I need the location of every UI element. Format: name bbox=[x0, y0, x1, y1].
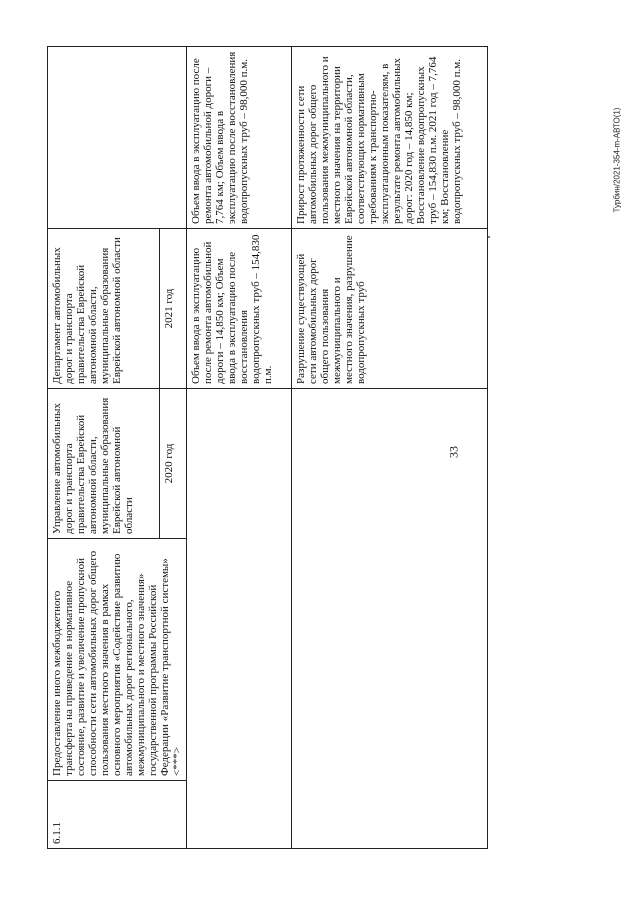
executor-cell-1: Управление автомобильных дорог и транспорта правительства Еврейской автономной области, муниципальные образования Еврейской автономной области bbox=[48, 389, 160, 539]
year-cell-1: 2020 год bbox=[159, 389, 186, 539]
indicator-cell: Прирост протяженности сети автомобильных дорог общего пользования межмуниципального и местного значения на территории Еврейской автономной области, соответствующих нормативным требованиям к транспортно-эксплуатационным показателям, в результате ремонта автомобильных дорог: 2020 год – 14,850 км; Восстановление водопропускных труб – 154,830 п.м. 2021 год – 7,764 км; Восстановление водопропускных труб – 98,000 п.м. bbox=[292, 47, 488, 229]
scan-speck bbox=[488, 236, 490, 238]
spacer-row bbox=[187, 389, 292, 849]
document-code: Турбин/2021-354-m-АВТО(1) bbox=[612, 107, 622, 213]
consequences-cell: Разрушение существующей сети автомобильных дорог общего пользования межмуниципального и местного значения, разрушение водопропускных труб bbox=[292, 229, 488, 389]
spacer-row-2 bbox=[292, 389, 488, 849]
result-cell-2: Объем ввода в эксплуатацию после ремонта автомобильной дороги – 7,764 км; Объем ввода в эксплуатацию после восстановления водопропускных труб – 98,000 п.м. bbox=[187, 47, 292, 229]
result-cell-1: Объем ввода в эксплуатацию после ремонта автомобильной дороги – 14,850 км; Объем ввода в эксплуатацию после восстановления водопропускных труб – 154,830 п.м. bbox=[187, 229, 292, 389]
year-cell-2: 2021 год bbox=[159, 229, 186, 389]
executor-cell-2: Департамент автомобильных дорог и транспорта правительства Еврейской автономной области, муниципальные образования Еврейской автономной области bbox=[48, 229, 160, 389]
row-number-cell: 6.1.1 bbox=[48, 781, 187, 849]
page-number: 33 bbox=[446, 446, 461, 458]
spacer-cell bbox=[48, 47, 187, 229]
description-cell: Предоставление иного межбюджетного трансферта на приведение в нормативное состояние, развитие и увеличение пропускной способности сети автомобильных дорог общего пользования местного значения в рамках основного мероприятия «Содействие развитию автомобильных дорог регионального, межмуниципального и местного значения» государственной программы Российской Федерации «Развитие транспортной системы» <***> bbox=[48, 539, 187, 781]
